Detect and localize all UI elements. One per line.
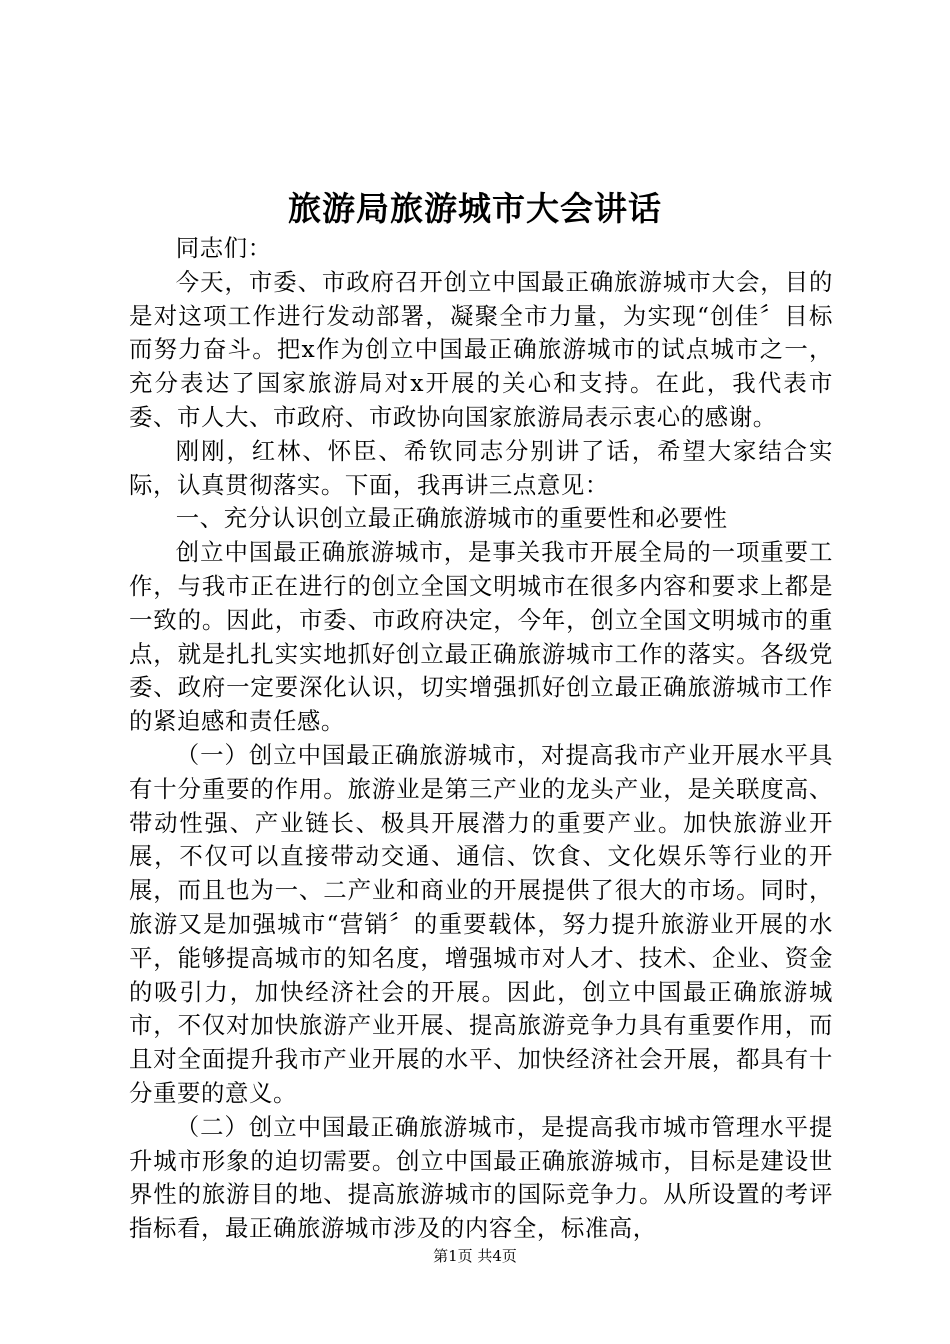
document-body: [129, 232, 833, 1246]
body-paragraph: （二）创立中国最正确旅游城市，是提高我市城市管理水平提升城市形象的迫切需要。创立中国最正确旅游城市，目标是建设世界性的旅游目的地、提高旅游城市的国际竞争力。从所设置的考评指标看，最正确旅游城市涉及的内容全，标准高，: [129, 1112, 833, 1243]
body-paragraph: （一）创立中国最正确旅游城市，对提高我市产业开展水平具有十分重要的作用。旅游业是第三产业的龙头产业，是关联度高、带动性强、产业链长、极具开展潜力的重要产业。加快旅游业开展，不仅可以直接带动交通、通信、饮食、文化娱乐等行业的开展，而且也为一、二产业和商业的开展提供了很大的市场。同时，旅游又是加强城市“营销〞的重要载体，努力提升旅游业开展的水平，能够提高城市的知名度，增强城市对人才、技术、企业、资金的吸引力，加快经济社会的开展。因此，创立中国最正确旅游城市，不仅对加快旅游产业开展、提高旅游竞争力具有重要作用，而且对全面提升我市产业开展的水平、加快经济社会开展，都具有十分重要的意义。: [129, 740, 833, 1107]
body-paragraph: 创立中国最正确旅游城市，是事关我市开展全局的一项重要工作，与我市正在进行的创立全国文明城市在很多内容和要求上都是一致的。因此，市委、市政府决定，今年，创立全国文明城市的重点，就是扎扎实实地抓好创立最正确旅游城市工作的落实。各级党委、政府一定要深化认识，切实增强抓好创立最正确旅游城市工作的紧迫感和责任感。: [129, 538, 833, 736]
page-number-footer: 第1页 共4页: [433, 1247, 517, 1265]
body-paragraph: 刚刚，红林、怀臣、希钦同志分别讲了话，希望大家结合实际，认真贯彻落实。下面，我再讲三点意见：: [129, 436, 833, 499]
body-paragraph: 今天，市委、市政府召开创立中国最正确旅游城市大会，目的是对这项工作进行发动部署，凝聚全市力量，为实现“创佳〞目标而努力奋斗。把x作为创立中国最正确旅游城市的试点城市之一，充分表达了国家旅游局对x开展的关心和支持。在此，我代表市委、市人大、市政府、市政协向国家旅游局表示衷心的感谢。: [129, 267, 833, 431]
document-title: 旅游局旅游城市大会讲话: [288, 189, 662, 228]
salutation-paragraph: 同志们：: [175, 234, 272, 262]
section-heading: 一、充分认识创立最正确旅游城市的重要性和必要性: [175, 504, 728, 533]
